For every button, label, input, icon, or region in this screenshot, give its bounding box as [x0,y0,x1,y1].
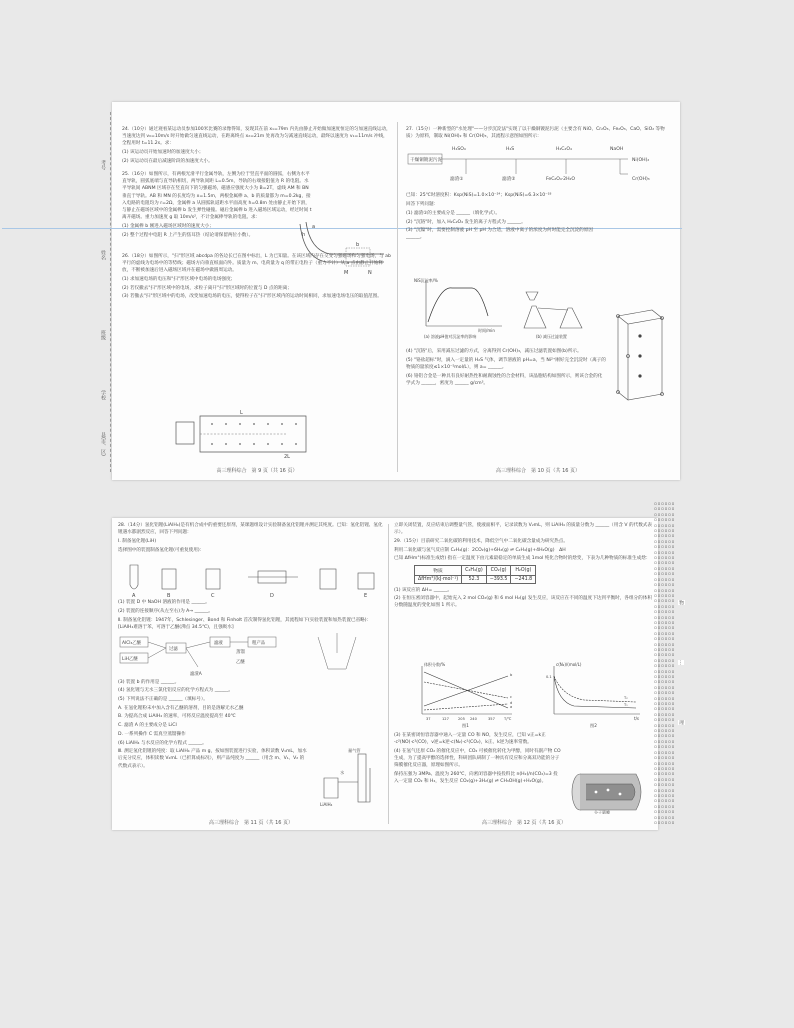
q28-item: (6) LiAlH₄ 与水反应的化学方程式 ______。 [118,740,207,746]
table-header: 物质 [415,565,462,575]
fig1-curve: c [510,695,512,699]
grid-row: ▫▫▫▫▫▫ [654,582,676,589]
fig1-curve: b [510,673,513,677]
table-row-label: ΔfHm°/(kJ·mol⁻¹) [415,575,462,583]
q29-head: 29.（15分）目前研究二氧化碳的利用技术，降低空气中二氧化碳含量成为研究热点。 [394,538,568,544]
fig1-ylabel: 体积分数/% [424,662,446,667]
q27-body [406,192,606,241]
grid-row: ▫▫▫▫▫▫ [654,771,676,778]
q27-ph-graph [414,276,506,340]
grid-row: ▫▫▫▫▫▫ [654,646,676,653]
grid-row: ▫▫▫▫▫▫ [654,555,676,562]
grid-row: ▫▫▫▫▫▫ [654,652,676,659]
top-sheet [100,102,680,480]
table-header: C₂H₄(g) [462,565,487,575]
ph-graph-xlabel: 时间/min [478,328,495,333]
fig2-caption: 图2 [590,723,597,728]
grid-row: ▫▫▫▫▫▫ [654,506,676,513]
q28-item: (3) 装置 b 的作用是 ______。 [118,679,180,685]
page-12 [394,522,654,826]
flow-node: 滤渣A [190,671,202,677]
fig-label-m: M [344,270,349,276]
table-cell: −241.8 [511,575,536,583]
q24 [122,126,392,165]
margin-county: 县(市、区) [100,432,106,456]
fig-label-h: h [302,232,306,238]
q25-rails-figure [296,218,388,278]
q26-item: (3) 若撤去"扫"形区域中的电场，改变加速电场的电压，使得粒子在"扫"形区域内的运动时间相同，求加速电场电压的取值范围。 [122,294,382,300]
grid-row: ▫▫▫▫▫▫ [654,782,676,789]
fig-label-a: a [312,224,316,230]
grid-row: ▫▫▫▫▫▫ [654,787,676,794]
q28-item: D. 一系列操作 C 需真空蒸馏操作 [118,731,186,737]
q25 [122,171,312,239]
q26-item: (2) 若仅撤去"扫"形区域中的电场，求粒子离开"扫"形区域时的位置与 D 点的距离； [122,285,292,291]
q25-item: (2) 整个过程中电阻 R 上产生的焦耳热（结论请保留两位小数）。 [122,232,254,238]
margin-class: 班级 [100,330,106,340]
grid-row: ▫▫▫▫▫▫ [654,728,676,735]
fig2-series: T₂ [624,696,628,700]
grid-row: ▫▫▫▫▫▫ [654,706,676,713]
flow-node: FeC₂O₄·2H₂O [546,177,576,183]
grid-row: ▫▫▫▫▫▫ [654,571,676,578]
grid-row: ▫▫▫▫▫▫ [654,792,676,799]
page-10-footer: 高三理科综合 第 10 页（共 16 页） [495,468,581,474]
fig1-tick: 127 [442,717,449,721]
strip-label-c: … [678,660,684,665]
grid-row: ▫▫▫▫▫▫ [654,502,676,507]
grid-row: ▫▫▫▫▫▫ [654,809,676,816]
grid-row: ▫▫▫▫▫▫ [654,765,676,772]
fig1-tick: 37 [426,717,431,721]
grid-row: ▫▫▫▫▫▫ [654,619,676,626]
bottom-sheet [112,518,658,830]
fig2-series: T₁ [624,703,628,707]
grid-row: ▫▫▫▫▫▫ [654,598,676,605]
q28-item: (4) 氢化锂与无水三氯化铝反应的化学方程式为 ______。 [118,688,234,694]
flow-node: 蒸馏 [236,649,245,655]
grid-row: ▫▫▫▫▫▫ [654,533,676,540]
grid-row: ▫▫▫▫▫▫ [654,625,676,632]
q24-head: 24.（10分）通过观看某运动员参加100米比赛的录像得知，发现其在前 x₁=79m 内先由静止开始做加速度恒定的匀加速直线运动，当速度达到 v₀=10m/s 时开始做匀速直线运动，在距离终点 x₂=21m 处再改为匀减速直线运动，最终以速度为 v₁=11m/s 冲线，全程用时 t=11.2s。求： [122,127,391,147]
fig-label-2L: 2L [284,454,290,458]
q28-item: Ⅲ. 测定氢化铝锂的纯度：取 LiAlH₄ 产品 m g，按如图装置进行实验，体积读数 V₁mL，加水后充分反应，体积读数 V₂mL（已折算成标况），则产品纯度为 ______（用含 m、V₁、V₂ 的代数式表示）。 [118,749,307,769]
q28-item: C. 滤渣 A 的主要成分是 LiCl [118,723,177,729]
grid-row: ▫▫▫▫▫▫ [654,657,676,664]
grid-row: ▫▫▫▫▫▫ [654,565,676,572]
grad-label: 量气管 [348,748,361,753]
apparatus-label: A [132,593,136,600]
grid-row: ▫▫▫▫▫▫ [654,744,676,751]
apparatus-label: C [211,593,215,600]
grid-row: ▫▫▫▫▫▫ [654,711,676,718]
flow-node: NaOH [610,147,624,153]
q28-tail-text: 立即关闭装置，反应结束后调整量气管，使液面相平，记录读数为 V₂mL，则 LiAlH₄ 的质量分数为 ______（用含 V 的代数式表示）。 [394,523,652,536]
grid-row: ▫▫▫▫▫▫ [654,679,676,686]
q28-part-b [118,679,308,770]
margin-school: 学校 [100,390,106,400]
page-12-footer: 高三理科综合 第 12 页（共 16 页） [481,820,567,826]
q27-item: (3) "沉镍"时，需要控制溶液 pH 至 pH 为合适，溶液中离子的浓度为何时能完全沉淀的原因 ______。 [406,228,593,241]
margin-exam-no: 考号 [100,160,106,170]
q29 [394,538,654,563]
grid-row: ▫▫▫▫▫▫ [654,663,676,670]
q29-item: (2) 在恒压密闭容器中，起始充入 2 mol CO₂(g) 和 6 mol H₂(g) 发生反应，该反应在不同的温度下达到平衡时，各组分的体积分数随温度的变化如图 1 所示。 [394,596,652,609]
apparatus-label: E [364,593,368,600]
q27-crystal-cell [612,306,666,402]
grid-row: ▫▫▫▫▫▫ [654,760,676,767]
ph-graph-caption: (a) 溶液pH值对沉淀率的影响 [424,334,477,339]
table-cell: −393.5 [486,575,511,583]
page-11 [118,522,384,826]
fig1-curve: d [510,701,513,705]
page-9 [122,126,392,476]
filter-caption: (b) 减压过滤装置 [536,334,567,339]
fig2-ylabel: c(N₂)/(mol/L) [556,662,582,667]
grid-row: ▫▫▫▫▫▫ [654,701,676,708]
flow-node: H₂SO₄ [452,147,466,153]
q27 [406,126,670,140]
fig2-xlabel: t/s [634,716,639,721]
reactor-label: 分子筛膜 [594,810,610,814]
water-label: 水 [340,770,345,775]
q28-item: Ⅱ. 制备氢化铝锂：1947年，Schlesinger、Bond 和 Finholt 首次制得氢化铝锂，其流程如下(实验装置和加热装置已省略)：[LiAlH₄难溶于苯，可溶于乙醚(沸点 34.5℃)，且强吸水] [118,617,372,630]
grid-row: ▫▫▫▫▫▫ [654,587,676,594]
q29-items-2 [394,732,562,787]
q27-head: 27.（15分）一种新型的"水处理"——分步沉淀法"实现了以干燥铜镀泥污泥（主要含有 NiO、Cr₂O₃、Fe₂O₃、CaO、SiO₂ 等物质）为原料，制取 Ni(OH)₂ 和 Cr(OH)₃，其流程示意图如图所示： [406,127,665,140]
enthalpy-table [414,565,536,584]
fig-label-b: b [356,242,360,248]
flow-node: H₂C₂O₄ [556,147,572,153]
page-10 [406,126,670,476]
flow-node: LiH乙醚 [122,656,138,662]
binding-line [110,112,111,472]
grid-row: ▫▫▫▫▫▫ [654,674,676,680]
q28-tail [394,522,654,536]
q29-items [394,587,654,610]
grid-row: ▫▫▫▫▫▫ [654,749,676,756]
grid-row: ▫▫▫▫▫▫ [654,722,676,729]
q29-membrane-reactor [566,768,652,814]
grid-row: ▫▫▫▫▫▫ [654,528,676,535]
grid-row: ▫▫▫▫▫▫ [654,755,676,762]
q28-sub: Ⅰ. 制备氢化锂(LiH) [118,538,157,544]
grid-row: ▫▫▫▫▫▫ [654,576,676,583]
apparatus-label: B [167,593,171,600]
grid-row: ▫▫▫▫▫▫ [654,603,676,610]
grid-row: ▫▫▫▫▫▫ [654,798,676,805]
q29-item: (1) 该反应的 ΔH= ______。 [394,587,453,593]
table-header: H₂O(g) [511,565,536,575]
flow-node: AlCl₃乙醚 [122,640,142,646]
q28 [118,522,384,554]
grid-row: ▫▫▫▫▫▫ [654,522,676,529]
page-11-footer: 高三理科综合 第 11 页（共 16 页） [208,820,294,826]
grid-row: ▫▫▫▫▫▫ [654,717,676,724]
fig1-xlabel: T/℃ [504,717,512,721]
q27-item: 回答下列问题： [406,202,439,208]
q28-process-flow [118,633,384,679]
q28-head: 28.（14分）氢化铝锂(LiAlH₄)是有机合成中的重要还原剂，某课题组设计实验制备氢化铝锂并测定其纯度。已知：氢化铝锂、氢化锂遇水都剧烈反应，回答下列问题： [118,523,383,536]
grid-row: ▫▫▫▫▫▫ [654,684,676,691]
page-divider [397,122,398,472]
fig1-tick: 205 [458,717,465,721]
grid-row: ▫▫▫▫▫▫ [654,636,676,643]
fig1-curve: a [510,705,513,709]
grid-row: ▫▫▫▫▫▫ [654,549,676,556]
q27-item: 已知：25℃时溶度积：Ksp(NiS)=1.0×10⁻²⁴；Ksp(NiS)=6.3×10⁻¹⁸ [406,193,552,199]
q28-item: (5) 下列说法不正确的是 ______（填标号）。 [118,697,208,703]
fig1-tick: 357 [488,717,495,721]
page-9-footer: 高三理科综合 第 9 页（共 16 页） [216,468,298,474]
grid-row: ▫▫▫▫▫▫ [654,695,676,702]
grid-row: ▫▫▫▫▫▫ [654,592,676,599]
fig1-caption: 图1 [462,723,469,728]
q27-body-2 [406,348,606,389]
strip-label-a: 物 [678,600,684,605]
grid-row: ▫▫▫▫▫▫ [654,511,676,518]
flow-node: 滤渣② [502,177,516,183]
q28-item: B. 为提高合成 LiAlH₄ 的速率，可将反应温度提高至 40℃ [118,714,236,720]
flow-node: H₂S [506,147,515,153]
sample-label: LiAlH₄ [320,802,333,807]
flow-node: 粗产品 [252,640,266,646]
answer-grid-strip [654,502,694,826]
q26-field-figure [166,408,316,458]
flow-node: 过滤 [169,646,178,652]
grid-row: ▫▫▫▫▫▫ [654,517,676,524]
grid-row: ▫▫▫▫▫▫ [654,560,676,567]
ph-graph-ylabel: NiS沉淀率/% [414,278,438,283]
q27-item: (6) 铬铝合金是一种具有良好耐热性和耐腐蚀性的合金材料，该晶胞结构如图所示，则该合金的化学式为 ______，密度为 ______ g/cm³。 [406,373,603,386]
q27-item: (5) "铬盐超标"时，滴入一定量的 H₂S 气体，调节溶液的 pH=a，当 Ni²⁺刚好完全沉淀时（离子的物质的量浓度≤1×10⁻⁵mol/L），则 a= ______。 [406,357,606,370]
q25-item: (1) 金属棒 b 刚进入磁场区域时的速度大小； [122,223,214,229]
q29-item: (3) 在某密闭恒容容器中通入一定量 CO 和 NO，发生反应，已知 v正=k正·c²(NO)·c²(CO)，v逆=k逆·c(N₂)·c²(CO₂)，k正、k逆为速率常数。 [394,733,546,746]
q26-head: 26.（18分）如图所示，"扫"形区域 abcdpa 的各边长已在图中标出，L 为已知量。在该区域内存在交变匀强磁场和匀强电场，与 ab 平行的虚线为电场中的等势线；磁场方向垂直纸面向外。质量为 m、电荷量为 q 的带正电粒子（重力不计）从 a 点由静止开始释放，不断被加速后进入磁场区域并在磁场中做圆周运动。 [122,253,391,274]
grid-row: ▫▫▫▫▫▫ [654,690,676,697]
q26-item: (1) 求加速电场的电压和"扫"形区域中电场的电场强度； [122,276,236,282]
grid-row: ▫▫▫▫▫▫ [654,614,676,621]
q24-item: (1) 该运动员开始加速时的加速度大小； [122,150,204,156]
q28-item: (2) 装置的连接顺序(从左至右)为 A→ ______。 [118,609,213,615]
grid-row: ▫▫▫▫▫▫ [654,819,676,826]
q27-item: (1) 滤渣①的主要成分是 ______（填化学式）。 [406,210,500,216]
q28-sub: 选择图中的装置制备氢化锂(可重复使用)： [118,547,205,553]
grid-row: ▫▫▫▫▫▫ [654,609,676,616]
flow-node: 乙醚 [236,659,245,665]
grid-row: ▫▫▫▫▫▫ [654,814,676,821]
flow-node: 滤渣① [450,177,464,183]
apparatus-label: D [270,593,274,600]
table-header: CO₂(g) [486,565,511,575]
flow-node: 干燥铜镀泥污泥 [410,158,443,164]
q24-item: (2) 该运动员在最后减速阶段的加速度大小。 [122,158,213,164]
grid-row: ▫▫▫▫▫▫ [654,776,676,783]
q29-fig1-volume-fraction [412,662,516,728]
fig1-tick: 240 [470,717,477,721]
q29-line: 利用二氧化碳与氢气反应制 C₂H₄(g)：2CO₂(g)+6H₂(g) ⇌ C₂H₄(g)+4H₂O(g) ΔH [394,547,566,553]
q27-filter-apparatus [516,278,596,340]
page-divider [388,524,389,824]
grid-row: ▫▫▫▫▫▫ [654,538,676,545]
flow-node: Cr(OH)₃ [632,177,650,183]
q29-item: (4) 在氢气还原 CO₂ 的催化反应中，CO₂ 可被催化转化为甲醇，同时有副产物 CO 生成，为了提高甲醇的选择性，科研团队研制了一种具有反应和分离双功能的分子筛膜催化反应器，原理如图所示。 [394,748,561,769]
q27-flow-chart [406,142,670,190]
q28-apparatus-row [118,555,384,599]
q29-line: 已知 ΔfHm°(标准生成焓) 指在一定温度下由元素最稳定的单质生成 1mol 纯化合物时的焓变，下表为几种物质的标准生成焓： [394,556,651,562]
q28-item: A. 在氢化锂粉末中加入含有乙醚的溶剂，目的是溶解无水乙醚 [118,705,244,711]
flow-node: 滤液 [214,640,223,646]
margin-name: 姓名 [100,250,106,260]
strip-label-b: 理 [678,720,684,725]
grid-row: ▫▫▫▫▫▫ [654,733,676,740]
grid-row: ▫▫▫▫▫▫ [654,544,676,551]
q28-part-a [118,599,384,631]
q25-head: 25.（16分）如图所示，有两根光滑平行金属导轨，左侧为位于竖直平面的圆弧，右侧为水平直导轨，圆弧底端与直导轨相切，两导轨间距 L=0.5m，导轨的右端接阻值为 R 的电阻。水平导轨间 ABNM 区域存在竖直向下的匀强磁场，磁感应强度大小为 B=2T，虚线 AM 和 BN 垂直于导轨。AB 和 MN 的长度均为 x=1.5m，两根金属棒 a、b 的质量都为 m=0.2kg，接入电路的电阻均为 r=2Ω，金属棒 a 从圆弧轨道距水平面高度 h=0.8m 处由静止开始下滑，与静止在磁场区域中的金属棒 b 发生弹性碰撞。碰后金属棒 b 进入磁场区域运动，经过时间 t 离开磁场。重力加速度 g 取 10m/s²，不计金属棒导轨的电阻。求： [122,172,312,221]
grid-row: ▫▫▫▫▫▫ [654,668,676,675]
flow-node: Ni(OH)₂ [632,158,650,164]
q28-gas-measure-figure [318,748,380,810]
table-cell: 52.3 [462,575,487,583]
grid-row: ▫▫▫▫▫▫ [654,738,676,745]
q27-item: (2) "沉铬"时，加入 H₂C₂O₄ 发生的离子方程式为 ______。 [406,219,526,225]
grid-row: ▫▫▫▫▫▫ [654,630,676,637]
grid-row: ▫▫▫▫▫▫ [654,641,676,648]
fig-label-n: N [368,270,372,276]
q27-item: (4) "沉铬"后，采用减压过滤的方式，分离得到 Cr(OH)₃，减压过滤装置如图(b)所示。 [406,349,582,354]
q28-item: (1) 装置 D 中 NaOH 溶液的作用是 ______。 [118,600,210,606]
fig-label-L: L [240,410,243,416]
q29-tail: 保持压强为 3MPa、温度为 260℃，向密闭容器中按投料比 n(H₂)/n(CO₂)=3 投入一定量 CO₂ 和 H₂，发生反应 CO₂(g)+3H₂(g) ⇌ CH₃OH(g)+H₂O(g)。 [394,772,558,785]
q29-fig2-concentration [544,662,644,728]
grid-row: ▫▫▫▫▫▫ [654,803,676,810]
fig2-tick: 0.1 [546,675,552,679]
